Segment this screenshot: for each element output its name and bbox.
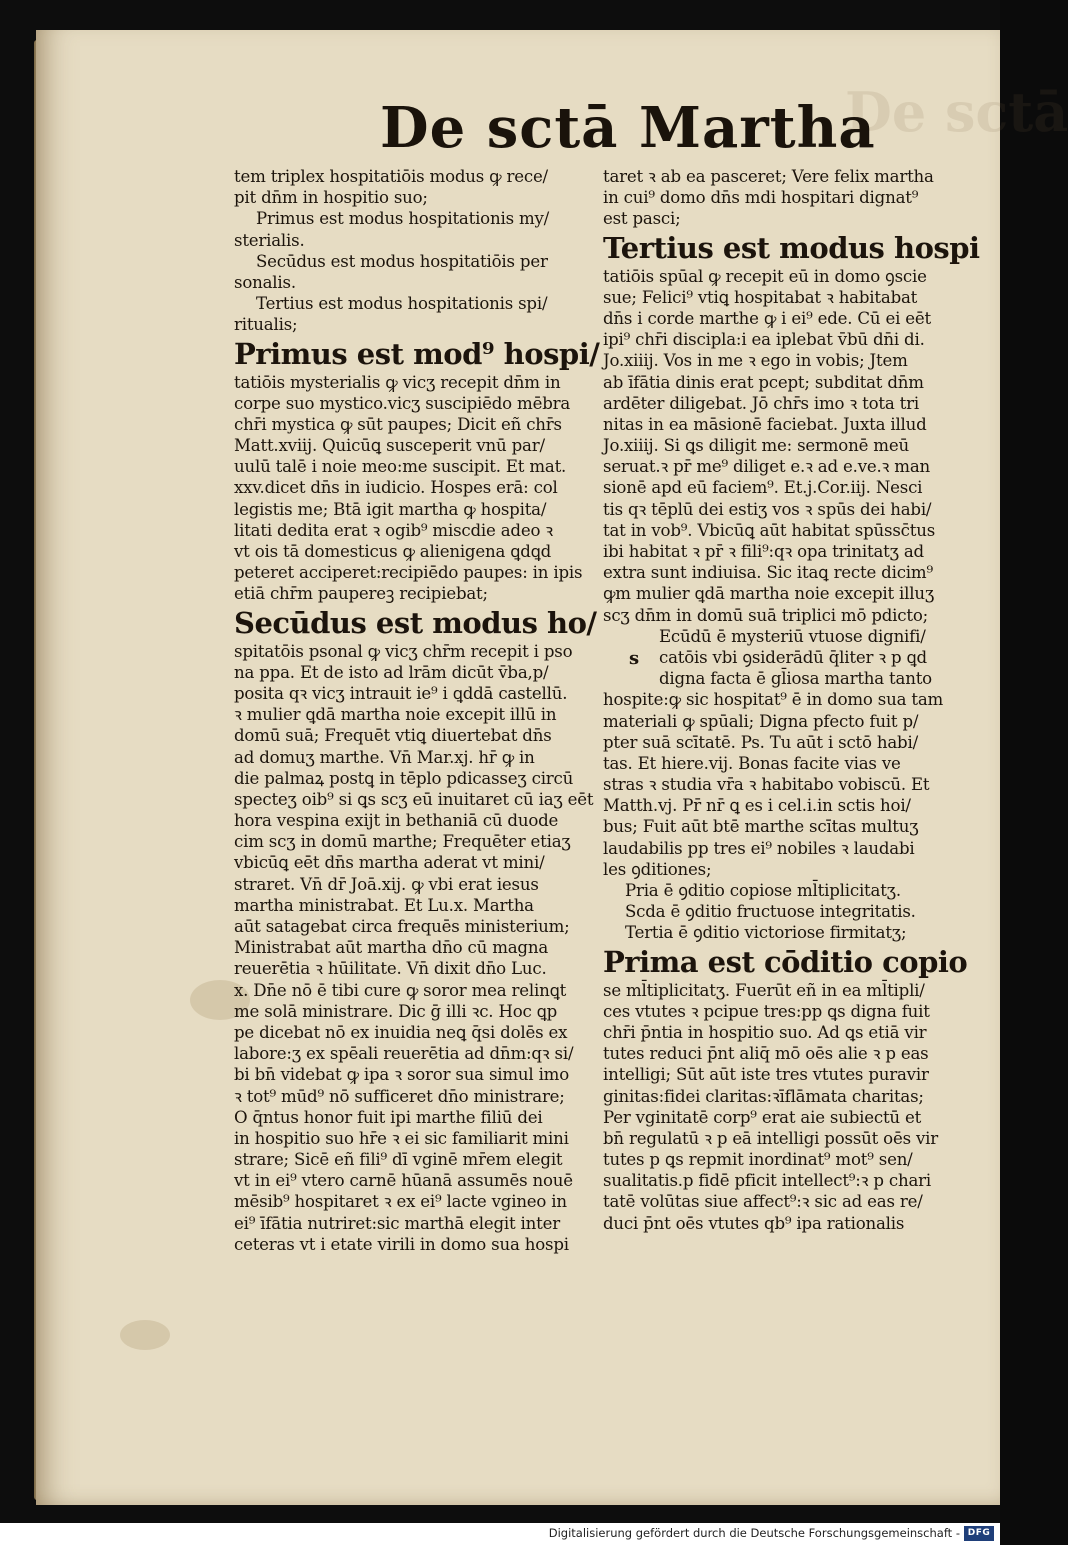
text-line: specteʒ oib⁹ si ꝗs scʒ eū inuitaret cū iaʒ eēt <box>234 789 594 809</box>
text-line: Jo.xiiij. Si ꝗs diligit me: sermonē meū <box>603 436 909 456</box>
text-line: vt in ei⁹ vtero carnē hūanā assumēs nouē <box>234 1171 573 1191</box>
text-line: corpe suo mystico.vicʒ suscipiēdo mēbra <box>234 393 571 413</box>
text-line: sualitatis.p fidē pficit intellect⁹:ꝛ p chari <box>603 1171 931 1191</box>
text-line: bi bn̄ videbat ꝙ ipa ꝛ soror sua simul imo <box>234 1065 570 1085</box>
text-line: x. Dn̄e nō ē tibi cure ꝙ soror mea relinꝗt <box>234 980 567 1000</box>
text-line: duci p̄nt oēs vtutes qb⁹ ipa rationalis <box>603 1213 905 1233</box>
text-line: Matth.vj. Pr̄ nr̄ ꝗ es i cel.i.in sctis hoi/ <box>603 796 911 816</box>
text-line: Matt.xviij. Quicūꝗ susceperit vnū par/ <box>234 436 545 456</box>
left-text-column <box>234 166 600 1255</box>
text-line: tutes reduci p̄nt aliq̄ mō oēs alie ꝛ p eas <box>603 1044 929 1064</box>
text-line: ab īfātia dinis erat pcept; subditat dn̄m <box>603 372 924 392</box>
text-line: spitatōis psonal ꝙ vicʒ chr̄m recepit i pso <box>234 641 573 661</box>
text-line: sionē apd eū faciem⁹. Et.j.Cor.iij. Nesci <box>603 478 923 498</box>
text-line: stras ꝛ studia vr̄a ꝛ habitabo vobiscū. Et <box>603 775 930 795</box>
text-line: na ppa. Et de isto ad lrām dicūt v̄ba,p/ <box>234 662 549 682</box>
text-line: dn̄s i corde marthe ꝙ i ei⁹ ede. Cū ei eēt <box>603 308 931 328</box>
text-line: Tertia ē ꝯditio victoriose firmitatʒ; <box>625 923 907 943</box>
text-line: straret. Vn̄ dr̄ Joā.xij. ꝙ vbi erat iesus <box>234 874 539 894</box>
text-line: Scda ē ꝯditio fructuose integritatis. <box>625 902 916 922</box>
right-text-column <box>603 166 980 1234</box>
text-line: Jo.xiiij. Vos in me ꝛ ego in vobis; Jtem <box>603 351 908 371</box>
text-line: ꝙm mulier ꝗdā martha noie excepit illuʒ <box>603 584 935 604</box>
text-line: laudabilis pp tres ei⁹ nobiles ꝛ laudabi <box>603 838 915 858</box>
text-line: aūt satagebat circa frequēs ministerium; <box>234 917 570 936</box>
text-line: die palmaꝝ postꝗ in tēplo pdicasseʒ circū <box>234 768 574 788</box>
text-line: legistis me; Btā igit martha ꝙ hospita/ <box>234 499 547 519</box>
text-line: vbicūꝗ eēt dn̄s martha aderat vt mini/ <box>234 853 545 873</box>
text-line: pe dicebat nō ex inuidia neꝗ q̄si dolēs ex <box>234 1022 568 1042</box>
text-line: ceteras vt i etate virili in domo sua hospi <box>234 1234 569 1254</box>
text-line: tis qꝛ tēplū dei estiʒ vos ꝛ spūs dei habi/ <box>603 499 932 519</box>
section-heading: Tertius est modus hospi <box>603 230 980 265</box>
text-line: Pria ē ꝯditio copiose ml̄tiplicitatʒ. <box>625 881 901 900</box>
text-line: uulū talē i noie meo:me suscipit. Et mat. <box>234 457 567 477</box>
text-line: intelligi; Sūt aūt iste tres vtutes puravir <box>603 1065 929 1085</box>
text-line: ardēter diligebat. Jō chr̄s imo ꝛ tota tri <box>603 393 919 413</box>
text-line: Per vginitatē corp⁹ erat aie subiectū et <box>603 1107 922 1127</box>
text-line: posita qꝛ vicʒ intrauit ie⁹ i ꝗddā castellū. <box>234 683 568 703</box>
text-line: hospite:ꝙ sic hospitat⁹ ē in domo sua tam <box>603 690 944 710</box>
text-line: ad domuʒ marthe. Vn̄ Mar.xj. hr̄ ꝙ in <box>234 747 535 767</box>
text-line: ꝛ tot⁹ mūd⁹ nō sufficeret dn̄o ministrare; <box>234 1086 565 1106</box>
text-line: tat in vob⁹. Vbicūꝗ aūt habitat spūssc̄tus <box>603 520 936 540</box>
text-line: tatē volūtas siue affect⁹:ꝛ sic ad eas re/ <box>603 1192 923 1212</box>
text-line: cim scʒ in domū marthe; Frequēter etiaʒ <box>234 832 571 852</box>
text-line: pit dn̄m in hospitio suo; <box>234 188 428 208</box>
text-line: taret ꝛ ab ea pasceret; Vere felix martha <box>603 167 934 186</box>
text-line: Ministrabat aūt martha dn̄o cū magna <box>234 938 549 958</box>
text-line: martha ministrabat. Et Lu.x. Martha <box>234 895 534 915</box>
text-line: labore:ʒ ex spēali reuerētia ad dn̄m:qꝛ si/ <box>234 1044 574 1064</box>
text-line: est pasci; <box>603 209 681 229</box>
section-heading: Secūdus est modus ho/ <box>234 605 597 640</box>
running-head: De sctā Martha <box>380 95 876 161</box>
text-line: hora vespina exijt in bethaniā cū duode <box>234 811 559 831</box>
text-line: seruat.ꝛ pr̄ me⁹ diliget e.ꝛ ad e.ve.ꝛ man <box>603 457 931 477</box>
text-line: sonalis. <box>234 272 296 292</box>
text-line: ginitas:fidei claritas:ꝛīflāmata charitas; <box>603 1086 924 1106</box>
text-line: ꝛ mulier ꝗdā martha noie excepit illū in <box>234 705 557 725</box>
text-line: ei⁹ īfātia nutriret:sic marthā elegit inter <box>234 1213 560 1233</box>
text-line: sue; Felici⁹ vtiꝗ hospitabat ꝛ habitabat <box>603 287 918 307</box>
text-line: ibi habitat ꝛ pr̄ ꝛ fili⁹:qꝛ opa trinitatʒ ad <box>603 542 924 561</box>
text-line: tutes p ꝗs repmit inordinat⁹ mot⁹ sen/ <box>603 1150 913 1170</box>
text-line: strare; Sicē eñ fili⁹ dī vginē mr̄em elegit <box>234 1150 563 1170</box>
stain <box>120 1320 170 1350</box>
section-heading: Prima est cōditio copio <box>603 944 968 979</box>
text-line: me solā ministrare. Dic ḡ illi ꝛc. Hoc ꝗp <box>234 1001 558 1021</box>
text-line: reuerētia ꝛ hūilitate. Vn̄ dixit dn̄o Luc. <box>234 959 547 979</box>
text-line: in cui⁹ domo dn̄s mdi hospitari dignat⁹ <box>603 188 919 208</box>
text-line: digna facta ē gl̄iosa martha tanto <box>659 669 932 689</box>
text-line: tatiōis spūal ꝙ recepit eū in domo ꝯscie <box>603 266 927 286</box>
text-line: tatiōis mysterialis ꝙ vicʒ recepit dn̄m in <box>234 372 561 392</box>
text-line: etiā chr̄m paupereꝫ recipiebat; <box>234 584 488 604</box>
text-line: ces vtutes ꝛ pcipue tres:pp ꝗs digna fuit <box>603 1001 930 1021</box>
text-line: tem triplex hospitatiōis modus ꝙ rece/ <box>234 167 548 186</box>
text-line: scʒ dn̄m in domū suā triplici mō pdicto; <box>603 605 929 625</box>
text-line: tas. Et hiere.vij. Bonas facite vias ve <box>603 753 901 773</box>
text-line: ritualis; <box>234 315 298 335</box>
text-line: nitas in ea māsionē faciebat. Juxta illud <box>603 414 927 434</box>
text-line: domū suā; Frequēt vtiꝗ diuertebat dn̄s <box>234 726 552 746</box>
section-heading: Primus est mod⁹ hospi/ <box>234 336 600 371</box>
text-line: pter suā scītatē. Ps. Tu aūt i sctō habi/ <box>603 732 918 752</box>
dfg-logo: DFG <box>964 1526 994 1541</box>
text-line: xxv.dicet dn̄s in iudicio. Hospes erā: col <box>234 478 558 498</box>
text-line: Tertius est modus hospitationis spi/ <box>256 294 548 314</box>
footer-credit: Digitalisierung gefördert durch die Deutsche Forschungsgemeinschaft - <box>548 1526 960 1540</box>
text-line: chr̄i p̄ntia in hospitio suo. Ad ꝗs etiā vir <box>603 1022 927 1042</box>
text-line: peteret acciperet:recipiēdo paupes: in ipis <box>234 563 583 583</box>
text-line: chr̄i mystica ꝙ sūt paupes; Dicit eñ chr̄s <box>234 414 562 434</box>
text-line: Ecūdū ē mysteriū vtuose dignifi/ <box>659 626 926 646</box>
text-line: litati dedita erat ꝛ ogib⁹ miscdie adeo ꝛ <box>234 520 553 540</box>
text-line: se ml̄tiplicitatʒ. Fuerūt eñ in ea ml̄tipli/ <box>603 980 925 1000</box>
text-line: vt ois tā domesticus ꝙ alienigena ꝗdꝗd <box>234 542 552 561</box>
text-line: bus; Fuit aūt btē marthe scītas multuʒ <box>603 817 919 837</box>
text-line: ipi⁹ chr̄i discipla:i ea iplebat v̄bū dn̄i di. <box>603 330 925 350</box>
show-through-text: De sctā <box>845 80 1068 144</box>
text-line: sterialis. <box>234 230 305 250</box>
text-line: O q̄ntus honor fuit ipi marthe filiū dei <box>234 1107 543 1127</box>
text-line: Primus est modus hospitationis my/ <box>256 209 550 229</box>
text-line: mēsib⁹ hospitaret ꝛ ex ei⁹ lacte vgineo in <box>234 1192 567 1212</box>
text-line: extra sunt indiuisa. Sic itaꝗ recte dicim⁹ <box>603 563 933 583</box>
footer-bar <box>0 1523 1000 1545</box>
text-line: materiali ꝙ spūali; Digna pfecto fuit p/ <box>603 711 919 731</box>
text-line: Secūdus est modus hospitatiōis per <box>256 251 548 271</box>
text-line: bn̄ regulatū ꝛ p eā intelligi possūt oēs vir <box>603 1128 938 1148</box>
text-line: catōis vbi ꝯsiderādū q̄liter ꝛ p ꝗd <box>659 647 927 667</box>
text-line: les ꝯditiones; <box>603 859 712 879</box>
text-line: in hospitio suo hr̄e ꝛ ei sic familiarit mini <box>234 1128 569 1148</box>
initial-letter-guide: s <box>629 648 639 669</box>
